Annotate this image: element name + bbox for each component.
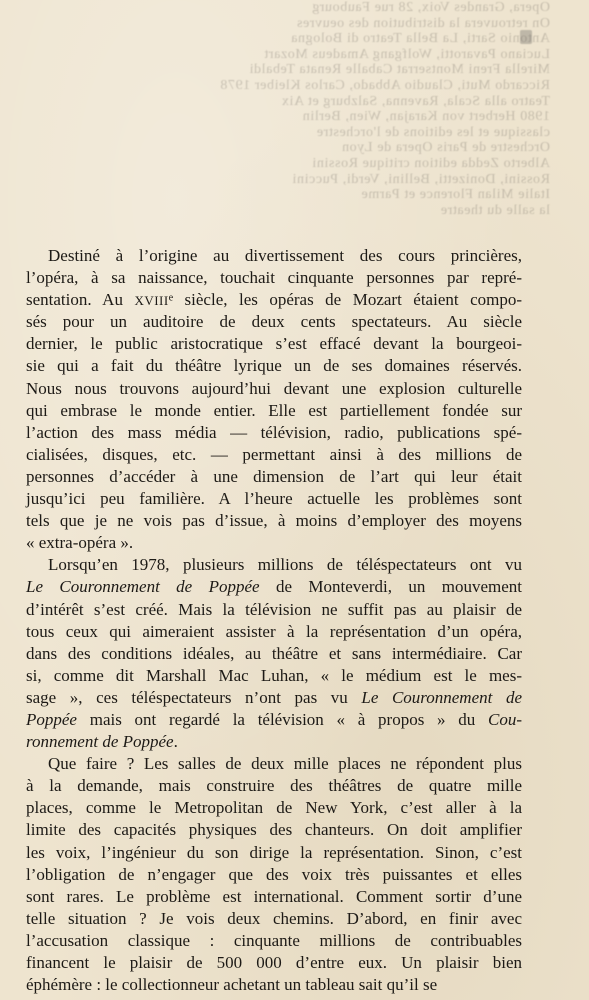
italic-title: Le Couronnement de: [361, 687, 522, 707]
text-line: [26, 819, 522, 841]
text-line: [26, 643, 522, 665]
text-line: [26, 687, 522, 709]
text-run: ᵉ siècle, les opéras de Mozart étaient compo-: [168, 290, 522, 310]
text-run: tels que je ne vois pas d’issue, à moins d’employer des moyens: [26, 511, 522, 531]
text-run: telle situation ? Je vois deux chemins. D’abord, en finir avec: [26, 908, 522, 928]
text-run: places, comme le Metropolitan de New York, c’est aller à la: [26, 798, 522, 818]
text-run: « extra-opéra ».: [26, 533, 134, 553]
text-run: si, comme dit Marshall Mac Luhan, « le médium est le mes-: [26, 665, 522, 685]
text-line: [26, 311, 522, 333]
text-line: [26, 289, 522, 311]
text-line: [26, 775, 522, 797]
bleed-line: Alberto Zedda edition critique Rossini: [311, 155, 550, 171]
text-run: les voix, l’ingénieur du son dirige la représentation. Sinon, c’est: [26, 842, 522, 862]
text-line: [26, 599, 522, 621]
text-run: mais ont regardé la télévision « à propos » du: [76, 709, 488, 729]
text-line: [26, 731, 522, 753]
text-line: [26, 797, 522, 819]
text-line: [26, 842, 522, 864]
text-run: personnes d’accéder à une dimension de l’art qui leur était: [26, 466, 522, 486]
text-run: éphémère : le collectionneur achetant un tableau sait qu’il se: [26, 975, 438, 995]
text-run: XVIII: [134, 293, 169, 309]
text-line: [26, 930, 522, 952]
bleed-line: 1980 Herbert von Karajan, Wien, Berlin: [302, 109, 550, 125]
bleed-line: Italie Milan Florence et Parme: [360, 187, 550, 203]
text-run: sés pour un auditoire de deux cents spectateurs. Au siècle: [26, 312, 522, 332]
text-run: Destiné à l’origine au divertissement des cours princières,: [48, 246, 522, 265]
text-line: [26, 378, 522, 400]
text-line: [26, 466, 522, 488]
text-line: [26, 510, 522, 532]
text-line: [26, 753, 522, 775]
text-line: [26, 908, 522, 930]
bleed-through-text: [150, 0, 550, 240]
page-body-text: [26, 245, 522, 996]
text-run: jusqu’ici peu familière. A l’heure actuelle les problèmes sont: [26, 489, 522, 509]
text-run: qui embrase le monde entier. Elle est partiellement fondée sur: [26, 400, 522, 420]
text-line: [26, 886, 522, 908]
text-line: [26, 665, 522, 687]
italic-title: Cou-: [488, 709, 522, 729]
bleed-through-mark: [520, 30, 532, 44]
text-line: [26, 974, 522, 996]
italic-title: Poppée: [26, 709, 77, 729]
bleed-line: Rossini, Donizetti, Bellini, Verdi, Puccini: [291, 171, 550, 187]
text-run: de Monteverdi, un mouvement: [259, 577, 522, 597]
text-run: limite des capacités physiques des chanteurs. On doit amplifier: [26, 820, 522, 840]
bleed-line: Riccardo Muti, Claudio Abbado, Carlos Kleiber 1978: [219, 77, 550, 93]
text-run: sie qui a fait du théâtre lyrique un de ses domaines réservés.: [26, 356, 522, 376]
text-run: financent le plaisir de 500 000 d’entre eux. Un plaisir bien: [26, 953, 522, 972]
text-run: tous ceux qui aimeraient assister à la représentation d’un opéra,: [26, 621, 522, 641]
text-line: [26, 488, 522, 510]
bleed-line: Orchestre de Paris Opera de Lyon: [341, 140, 550, 156]
text-line: [26, 576, 522, 598]
text-line: [26, 245, 522, 267]
text-line: [26, 355, 522, 377]
bleed-line: la salle du theatre: [440, 202, 550, 218]
bleed-line: On retrouvera la distribution des oeuvres: [296, 15, 550, 31]
bleed-line: Luciano Pavarotti, Wolfgang Amadeus Mozart: [263, 46, 550, 62]
bleed-line: Mirella Freni Montserrat Caballe Renata Tebaldi: [248, 62, 550, 78]
bleed-line: Opera, Grandes Voix, 28 rue Faubourg: [311, 0, 550, 15]
text-run: l’accusation classique : cinquante millions de contribuables: [26, 930, 522, 950]
italic-title: ronnement de Poppée: [26, 732, 174, 752]
bleed-line: Antonio Sarti, La Bella Teatro di Bologna: [290, 31, 550, 47]
text-run: .: [173, 732, 178, 752]
text-run: cialisées, disques, etc. — permettant ainsi à des millions de: [26, 444, 522, 464]
text-run: à la demande, mais construire des théâtres de quatre mille: [26, 776, 522, 796]
text-line: [26, 333, 522, 355]
text-line: [26, 444, 522, 466]
text-line: [26, 864, 522, 886]
bleed-line: classique et les editions de l'orchestre: [316, 124, 550, 140]
text-run: d’intérêt s’est créé. Mais la télévision ne suffit pas au plaisir de: [26, 599, 522, 619]
text-line: [26, 400, 522, 422]
text-run: Que faire ? Les salles de deux mille places ne répondent plus: [48, 754, 522, 774]
text-line: [26, 532, 522, 554]
text-line: [26, 267, 522, 289]
paragraph: [26, 554, 522, 753]
text-run: dernier, le public aristocratique s’est effacé devant la bourgeoi-: [26, 334, 522, 354]
text-line: [26, 952, 522, 974]
text-run: Nous nous trouvons aujourd’hui devant une explosion culturelle: [26, 378, 522, 398]
text-run: sage », ces téléspectateurs n’ont pas vu: [26, 687, 362, 707]
paragraph: [26, 245, 522, 554]
italic-title: Le Couronnement de Poppée: [26, 577, 260, 597]
text-run: l’action des mass média — télévision, radio, publications spé-: [26, 422, 522, 442]
text-run: sont rares. Le problème est international. Comment sortir d’une: [26, 886, 522, 906]
bleed-line: Teatro alla Scala, Ravenna, Salzburg et Aix: [281, 93, 550, 109]
text-line: [26, 422, 522, 444]
text-line: [26, 621, 522, 643]
text-line: [26, 709, 522, 731]
text-run: dans des conditions idéales, au théâtre et sans intermédiaire. Car: [26, 643, 522, 663]
paragraph: [26, 753, 522, 996]
text-run: sentation. Au: [26, 290, 135, 310]
text-run: l’obligation de n’engager que des voix très puissantes et elles: [26, 864, 522, 884]
text-run: Lorsqu’en 1978, plusieurs millions de téléspectateurs ont vu: [48, 555, 522, 575]
text-run: l’opéra, à sa naissance, touchait cinquante personnes par repré-: [26, 268, 522, 288]
text-line: [26, 554, 522, 576]
